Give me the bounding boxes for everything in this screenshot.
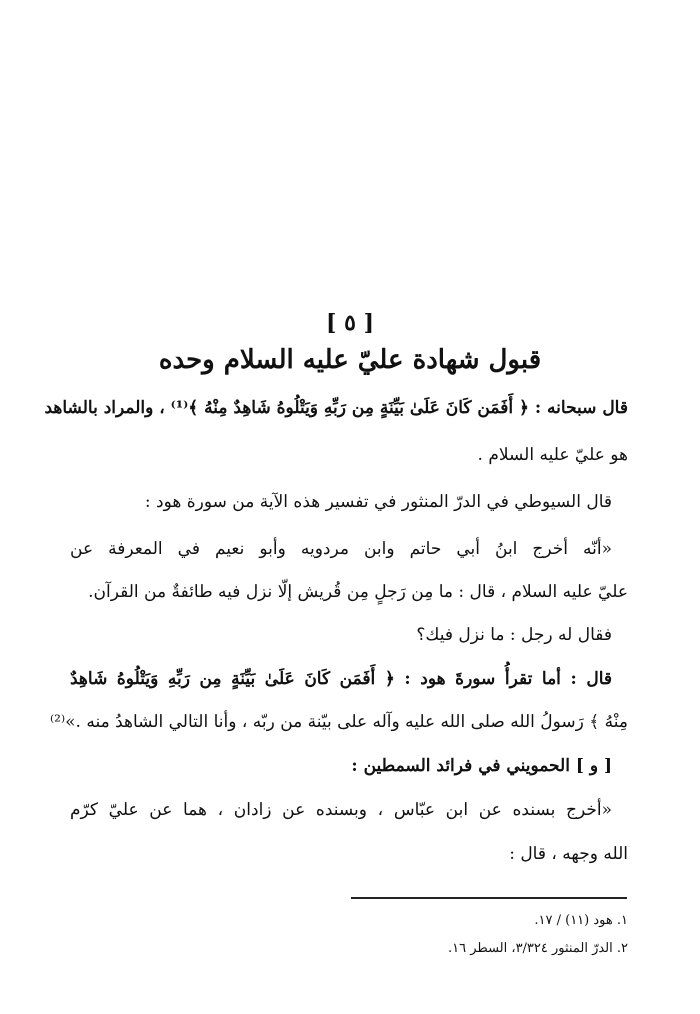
body-line-3: قال السيوطي في الدرّ المنثور في تفسير هذه الآية من سورة هود :: [144, 492, 612, 512]
quote-line-4: قال : أما تقرأُ سورةَ هود : ﴿ أَفَمَن كَانَ عَلَىٰ بَيِّنَةٍ مِن رَبِّهِ وَيَتْلُوهُ شَاهِدٌ: [70, 669, 612, 689]
quote-line-3: فقال له رجل : ما نزل فيك؟: [416, 625, 612, 645]
chapter-title: قبول شهادة عليّ عليه السلام وحده: [158, 345, 542, 375]
body-line-2: هو عليّ عليه السلام .: [477, 445, 628, 465]
source-heading: [ و ] الحمويني في فرائد السمطين :: [351, 756, 612, 776]
footnote-separator: [351, 897, 627, 899]
body-line-1: قال سبحانه : ﴿ أَفَمَن كَانَ عَلَىٰ بَيِّنَةٍ مِن رَبِّهِ وَيَتْلُوهُ شَاهِدٌ مِنْهُ ﴾⁽¹⁾ ، والمراد بالشاهد: [44, 398, 628, 418]
footnote-1: ١. هود (١١) / ١٧.: [534, 913, 628, 928]
quote2-line-1: «أخرج بسنده عن ابن عبّاس ، وبسنده عن زادان ، هما عن عليّ كرّم: [70, 800, 612, 820]
quote-line-1: «أنّه أخرج ابنُ أبي حاتم وابن مردويه وأبو نعيم في المعرفة عن: [70, 539, 612, 559]
chapter-number: [ ٥ ]: [326, 310, 374, 336]
quote-line-2: عليّ عليه السلام ، قال : ما مِن رَجلٍ مِن قُريش إلّا نزل فيه طائفةٌ من القرآن.: [88, 582, 628, 602]
quote2-line-2: الله وجهه ، قال :: [509, 844, 628, 864]
quote-line-5: مِنْهُ ﴾ رَسولُ الله صلى الله عليه وآله على بيّنة من ربّه ، وأنا التالي الشاهدُ منه .»⁽²⁾: [49, 712, 628, 732]
footnote-2: ٢. الدرّ المنثور ٣/٣٢٤، السطر ١٦.: [447, 941, 628, 956]
